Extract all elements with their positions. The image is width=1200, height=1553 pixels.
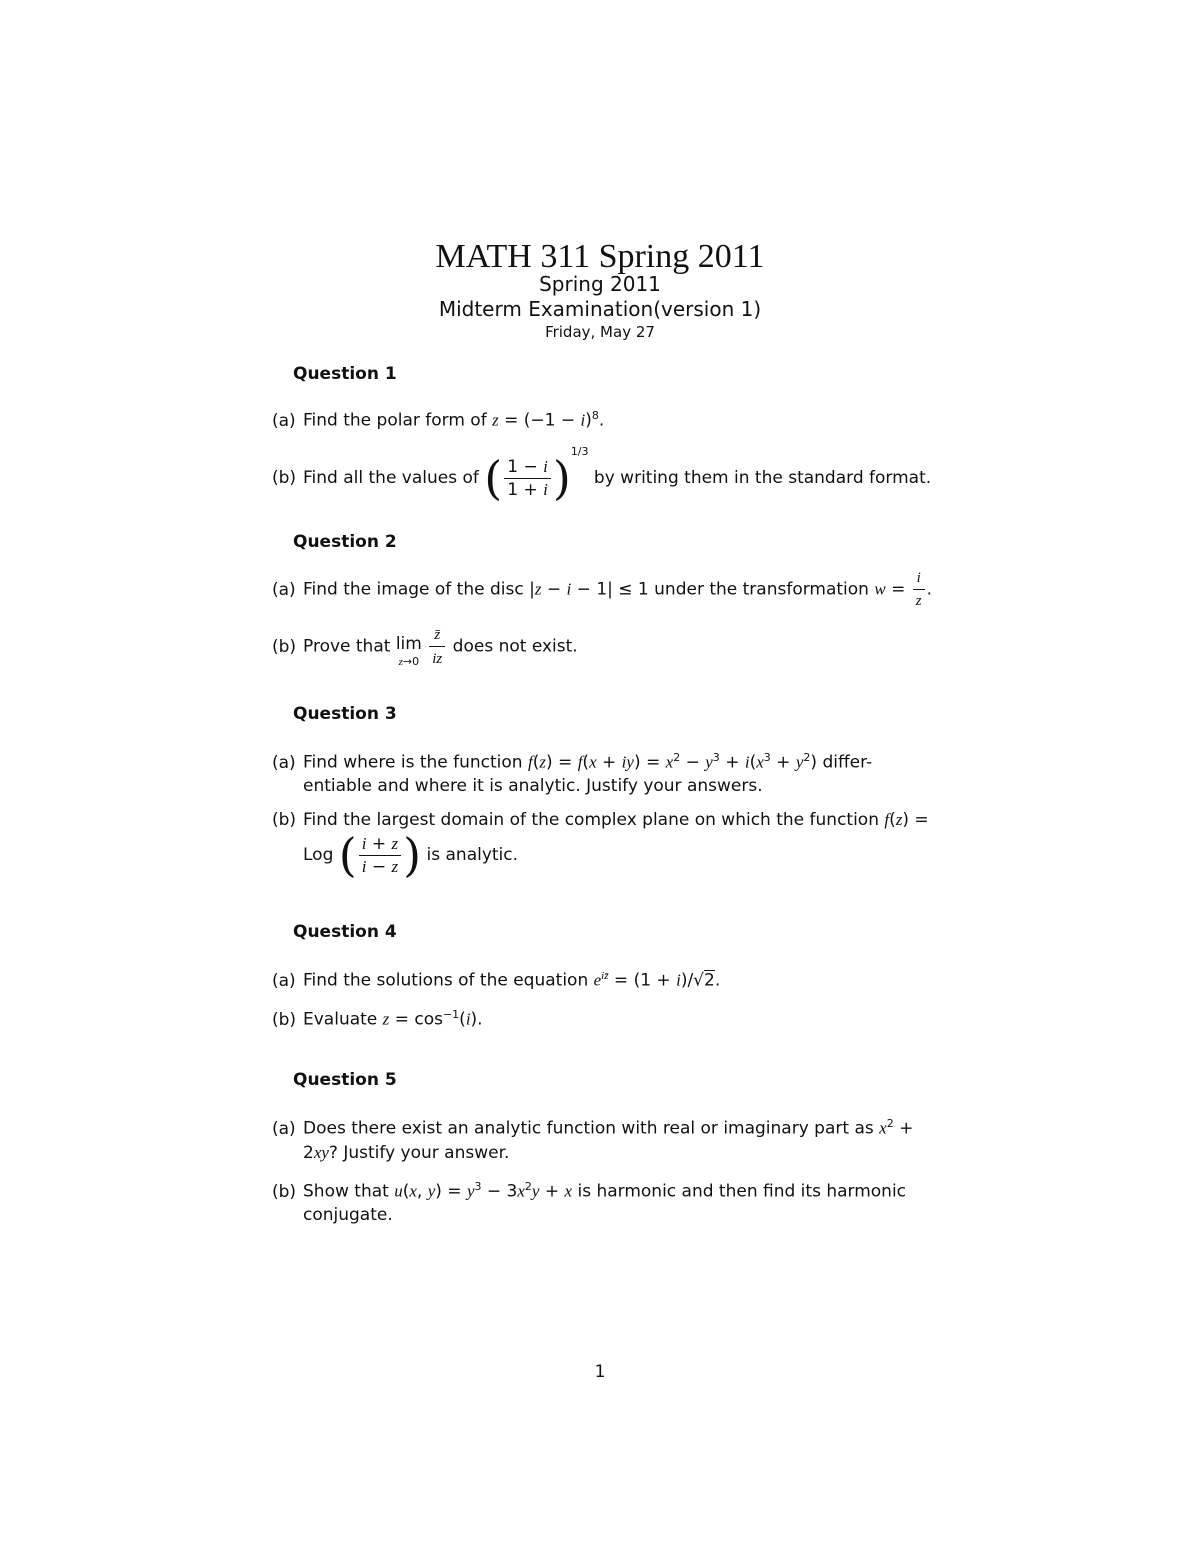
question-2b: (b) Prove that lim z→0 $\frac{z̄}{iz}$ does not exist. xyxy=(272,623,942,671)
question-1a: (a) Find the polar form of $z = (-1 - i)^8$. xyxy=(272,409,605,431)
page-title: MATH 311 Spring 2011 xyxy=(435,238,765,275)
date-line: Friday, May 27 xyxy=(545,323,655,341)
question-3-heading: Question 3 xyxy=(293,704,397,724)
question-4a: (a) Find the solutions of the equation $e^{iz̄} = (1 + i)/√2$. xyxy=(272,970,721,991)
question-4-heading: Question 4 xyxy=(293,922,397,942)
question-3b: (b) Find the largest domain of the complex plane on which the function f(z) = Log ( $\frac{i + z}{i - z}$ ) is analytic. xyxy=(272,810,929,882)
exam-line: Midterm Examination(version 1) xyxy=(438,297,762,321)
question-5a: (a) Does there exist an analytic function with real or imaginary part as $x^2$ + 2xy? Justify your answer. xyxy=(272,1117,914,1163)
question-1b: (b) Find all the values of ( $\frac{1 - i}{1 + i}$ )$^{1/3}$ by writing them in the standard format. xyxy=(272,445,932,505)
term-line: Spring 2011 xyxy=(539,272,661,296)
question-2-heading: Question 2 xyxy=(293,532,397,552)
question-4b: (b) Evaluate $z = \cos^{-1}(i)$. xyxy=(272,1008,483,1030)
page-number: 1 xyxy=(594,1362,606,1382)
question-5b: (b) Show that u(x, $y) = y^3 - 3x^2y + x$ is harmonic and then find its harmonic conjugate. xyxy=(272,1180,907,1225)
question-3a: (a) Find where is the function $f(z) = f(x + iy) = x^2 - y^3 + i(x^3 + y^2)$ differ- entiable and where it is analytic. Justify your answers. xyxy=(272,751,873,796)
question-2a: (a) Find the image of the disc |z − i − 1| ≤ 1 under the transformation w = $\frac{i}{z}$ . xyxy=(272,567,942,612)
question-5-heading: Question 5 xyxy=(293,1070,397,1090)
question-1-heading: Question 1 xyxy=(293,364,397,384)
